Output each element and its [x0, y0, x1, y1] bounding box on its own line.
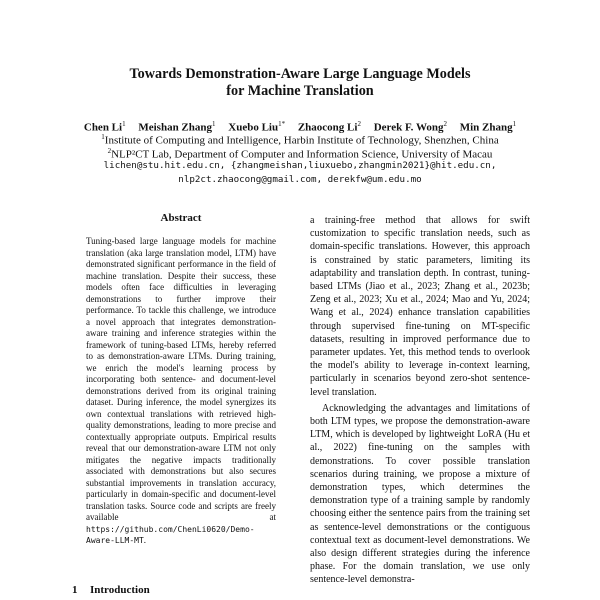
author-affiliation-mark: 1 — [122, 120, 126, 128]
section-number: 1 — [72, 584, 78, 596]
author-affiliation-mark: 1 — [512, 120, 517, 128]
author-emails-line-1: lichen@stu.hit.edu.cn, {zhangmeishan,liuxuebo,zhangmin2021}@hit.edu.cn, — [103, 160, 497, 171]
author-affiliation-mark: 1 — [212, 120, 216, 128]
author-name: Xuebo Liu — [228, 121, 279, 134]
author-name: Chen Li — [83, 121, 123, 134]
author-name: Min Zhang — [459, 121, 513, 134]
section-heading — [72, 584, 150, 596]
title-line-2: for Machine Translation — [226, 83, 374, 99]
author-name: Zhaocong Li — [297, 121, 358, 134]
paper-title — [0, 66, 600, 100]
abstract-body: Tuning-based large language models for machine translation (aka large translation model, LTM) have demonstrated significant performance in the field of machine translation. Despite their success, these models often face difficulties in leveraging demonstrations to further improve their performance. To tackle this challenge, we introduce a novel approach that integrates demonstration-aware training and inference strategies within the framework of tuning-based LTMs, hereby referred to as demonstration-aware LTMs. During training, we enrich the model's learning process by incorporating both sentence- and document-level demonstrations derived from its original training dataset. During inference, the model synergizes its own contextual translations with retrieved high-quality demonstrations, leading to more precise and contextually appropriate outputs. Empirical results reveal that our demonstration-aware LTM not only mitigates the negative impacts traditionally associated with demonstrations but also secures substantial improvements in translation accuracy, particularly in domain-specific and document-level translation tasks. Source code and scripts are freely available at https://github.com/ChenLi0620/Demo-Aware-LLM-MT. — [86, 236, 276, 545]
author-affiliation-mark: 2 — [357, 120, 361, 128]
title-line-1: Towards Demonstration-Aware Large Language Models — [129, 66, 471, 82]
author-emails-line-2: nlp2ct.zhaocong@gmail.com, derekfw@um.edu.mo — [178, 174, 422, 185]
author-affiliation-mark: 1* — [278, 120, 286, 128]
author-name: Meishan Zhang — [138, 121, 213, 134]
right-column — [310, 214, 530, 587]
abstract-text: Tuning-based large language models for machine translation (aka large translation model, LTM) have demonstrated significant performance in the field of machine translation. Despite their success, these models often face difficulties in leveraging demonstrations to further improve their performance. To tackle this challenge, we introduce a novel approach that integrates demonstration-aware training and inference strategies within the framework of tuning-based LTMs, hereby referred to as demonstration-aware LTMs. During training, we enrich the model's learning process by incorporating both sentence- and document-level demonstrations derived from its original training dataset. During inference, the model synergizes its own contextual translations with retrieved high-quality demonstrations, leading to more precise and contextually appropriate outputs. Empirical results reveal that our demonstration-aware LTM not only mitigates the negative impacts traditionally associated with demonstrations but also secures substantial improvements in translation accuracy, particularly in domain-specific and document-level translation tasks. Source code and scripts are freely available at — [86, 236, 276, 522]
affiliation-1: $^1$Institute of Computing and Intelligence, Harbin Institute of Technology, Shenzhen, China — [101, 133, 499, 147]
section-title: Introduction — [90, 584, 150, 596]
paragraph: Acknowledging the advantages and limitations of both LTM types, we propose the demonstration-aware LTM, which is developed by lightweight LoRA (Hu et al., 2022) fine-tuning on the samples with demonstrations. To cover possible translation scenarios during training, we propose a mixture of demonstration types, which determines the demonstration type of a training sample by randomly choosing either the sentence pairs from the training set as sentence-level demonstrations or the contiguous contextual text as document-level demonstrations. We also design different strategies during the inference phase. For the domain translation, we use only sentence-level demonstra- — [310, 402, 530, 586]
code-link[interactable]: https://github.com/ChenLi0620/Demo-Aware-LLM-MT — [86, 524, 255, 545]
author-name: Derek F. Wong — [373, 121, 444, 134]
abstract-heading: Abstract — [160, 212, 202, 224]
affiliation-2: $^2$NLP²CT Lab, Department of Computer and Information Science, University of Macau — [107, 147, 493, 161]
author-affiliation-mark: 2 — [443, 120, 447, 128]
paragraph: a training-free method that allows for swift customization to specific translation needs, such as domain-specific translations. However, this approach is constrained by static parameters, limiting its adaptability and translation depth. In contrast, tuning-based LTMs (Jiao et al., 2023; Zhang et al., 2023b; Zeng et al., 2023; Xu et al., 2024; Mao and Yu, 2024; Wang et al., 2024) enhance translation capabilities through supervised fine-tuning on MT-specific datasets, resulting in improved performance due to parameter updates. Yet, this method tends to overlook the model's ability to leverage in-context learning, particularly in scenarios beyond zero-shot sentence-level translation. — [310, 215, 530, 398]
